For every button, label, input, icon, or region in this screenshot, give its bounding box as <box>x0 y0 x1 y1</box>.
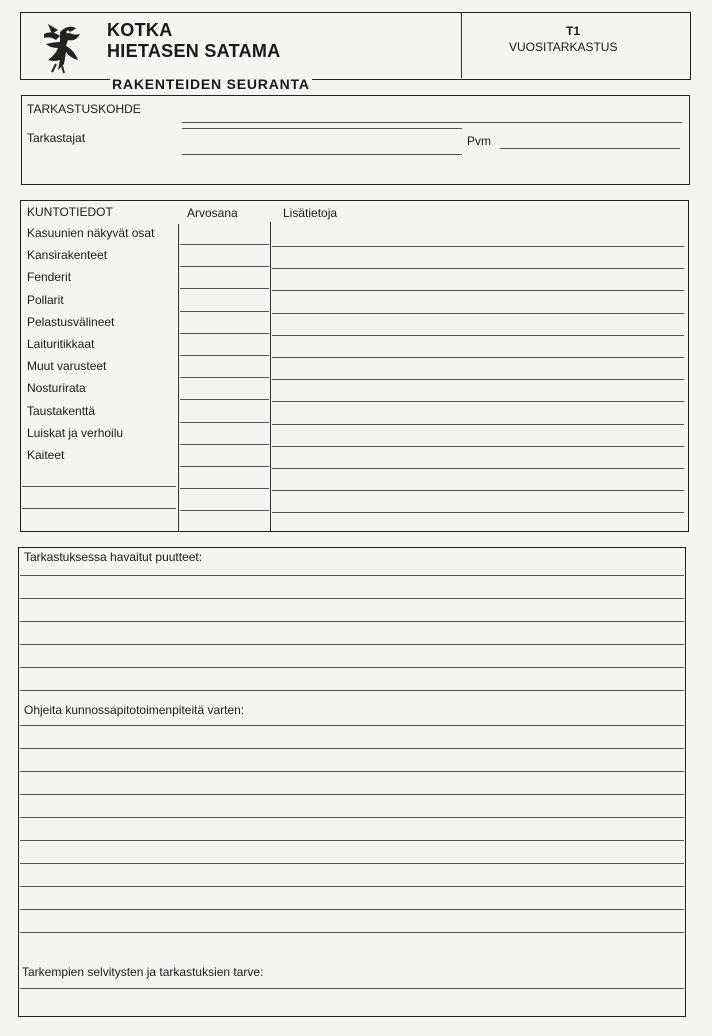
notes-input-line[interactable] <box>272 468 684 469</box>
condition-item-label: Kasuunien näkyvät osat <box>27 226 155 240</box>
condition-item-label: Muut varusteet <box>27 359 107 374</box>
writing-line[interactable] <box>20 863 684 864</box>
findings-box <box>18 547 686 1017</box>
grade-input-line[interactable] <box>180 244 269 245</box>
city-name: KOTKA <box>107 20 173 40</box>
writing-line[interactable] <box>20 667 684 668</box>
blank-item-line[interactable] <box>22 486 176 487</box>
grade-input-line[interactable] <box>180 488 269 489</box>
grade-input-line[interactable] <box>180 355 269 356</box>
notes-input-line[interactable] <box>272 357 684 358</box>
grade-column-header: Arvosana <box>187 206 238 220</box>
inspectors-label: Tarkastajat <box>27 131 86 145</box>
condition-heading: KUNTOTIEDOT <box>27 205 113 219</box>
notes-input-line[interactable] <box>272 446 684 447</box>
defects-label: Tarkastuksessa havaitut puutteet: <box>24 550 203 564</box>
condition-item-label: Kaiteet <box>27 448 65 462</box>
notes-input-line[interactable] <box>272 401 684 402</box>
writing-line[interactable] <box>20 575 684 576</box>
inspectors-line-2 <box>182 154 462 155</box>
writing-line[interactable] <box>20 909 684 910</box>
harbour-name: HIETASEN SATAMA <box>107 41 281 61</box>
condition-item-label: Nosturirata <box>27 381 86 396</box>
condition-item-label: Luiskat ja verhoilu <box>27 425 124 440</box>
grade-input-line[interactable] <box>180 444 269 445</box>
writing-line[interactable] <box>20 725 684 726</box>
writing-line[interactable] <box>20 794 684 795</box>
writing-line[interactable] <box>20 932 684 933</box>
writing-line[interactable] <box>20 886 684 887</box>
condition-col-divider-2 <box>270 222 271 531</box>
grade-input-line[interactable] <box>180 510 269 511</box>
kotka-crest-icon <box>38 20 86 74</box>
date-label: Pvm <box>467 134 491 148</box>
date-line <box>500 148 680 149</box>
notes-input-line[interactable] <box>272 268 684 269</box>
condition-item-label: Pollarit <box>27 292 64 307</box>
writing-line[interactable] <box>20 748 684 749</box>
notes-input-line[interactable] <box>272 424 684 425</box>
notes-input-line[interactable] <box>272 335 684 336</box>
notes-input-line[interactable] <box>272 246 684 247</box>
condition-item-label: Pelastusvälineet <box>27 314 115 329</box>
notes-input-line[interactable] <box>272 490 684 491</box>
inspectors-line-1 <box>182 128 462 129</box>
grade-input-line[interactable] <box>180 266 269 267</box>
writing-line[interactable] <box>20 817 684 818</box>
writing-line[interactable] <box>20 771 684 772</box>
condition-item-label: Laituritikkaat <box>27 337 95 351</box>
notes-input-line[interactable] <box>272 512 684 513</box>
notes-input-line[interactable] <box>272 313 684 314</box>
writing-line[interactable] <box>20 690 684 691</box>
form-code: T1 <box>566 24 581 38</box>
condition-item-label: Kansirakenteet <box>27 248 108 263</box>
grade-input-line[interactable] <box>180 377 269 378</box>
condition-box <box>20 200 689 532</box>
grade-input-line[interactable] <box>180 288 269 289</box>
maintenance-label: Ohjeita kunnossapitotoimenpiteitä varten: <box>24 703 245 717</box>
condition-item-label: Taustakenttä <box>27 403 96 418</box>
further-inspection-label: Tarkempien selvitysten ja tarkastuksien tarve: <box>22 965 264 979</box>
writing-line[interactable] <box>20 644 684 645</box>
blank-item-line[interactable] <box>22 508 176 509</box>
form-subtitle: RAKENTEIDEN SEURANTA <box>112 76 310 92</box>
writing-line[interactable] <box>20 840 684 841</box>
writing-line[interactable] <box>20 598 684 599</box>
grade-input-line[interactable] <box>180 422 269 423</box>
condition-item-label: Fenderit <box>27 270 72 285</box>
grade-input-line[interactable] <box>180 399 269 400</box>
notes-input-line[interactable] <box>272 290 684 291</box>
writing-line[interactable] <box>20 621 684 622</box>
condition-col-divider-1 <box>178 224 179 531</box>
header-divider <box>461 12 462 78</box>
notes-input-line[interactable] <box>272 379 684 380</box>
inspection-target-line <box>182 122 682 123</box>
writing-line[interactable] <box>20 988 684 989</box>
inspection-target-label: TARKASTUSKOHDE <box>27 102 141 116</box>
notes-column-header: Lisätietoja <box>283 206 338 220</box>
form-type: VUOSITARKASTUS <box>509 40 618 54</box>
grade-input-line[interactable] <box>180 333 269 334</box>
grade-input-line[interactable] <box>180 466 269 467</box>
grade-input-line[interactable] <box>180 311 269 312</box>
